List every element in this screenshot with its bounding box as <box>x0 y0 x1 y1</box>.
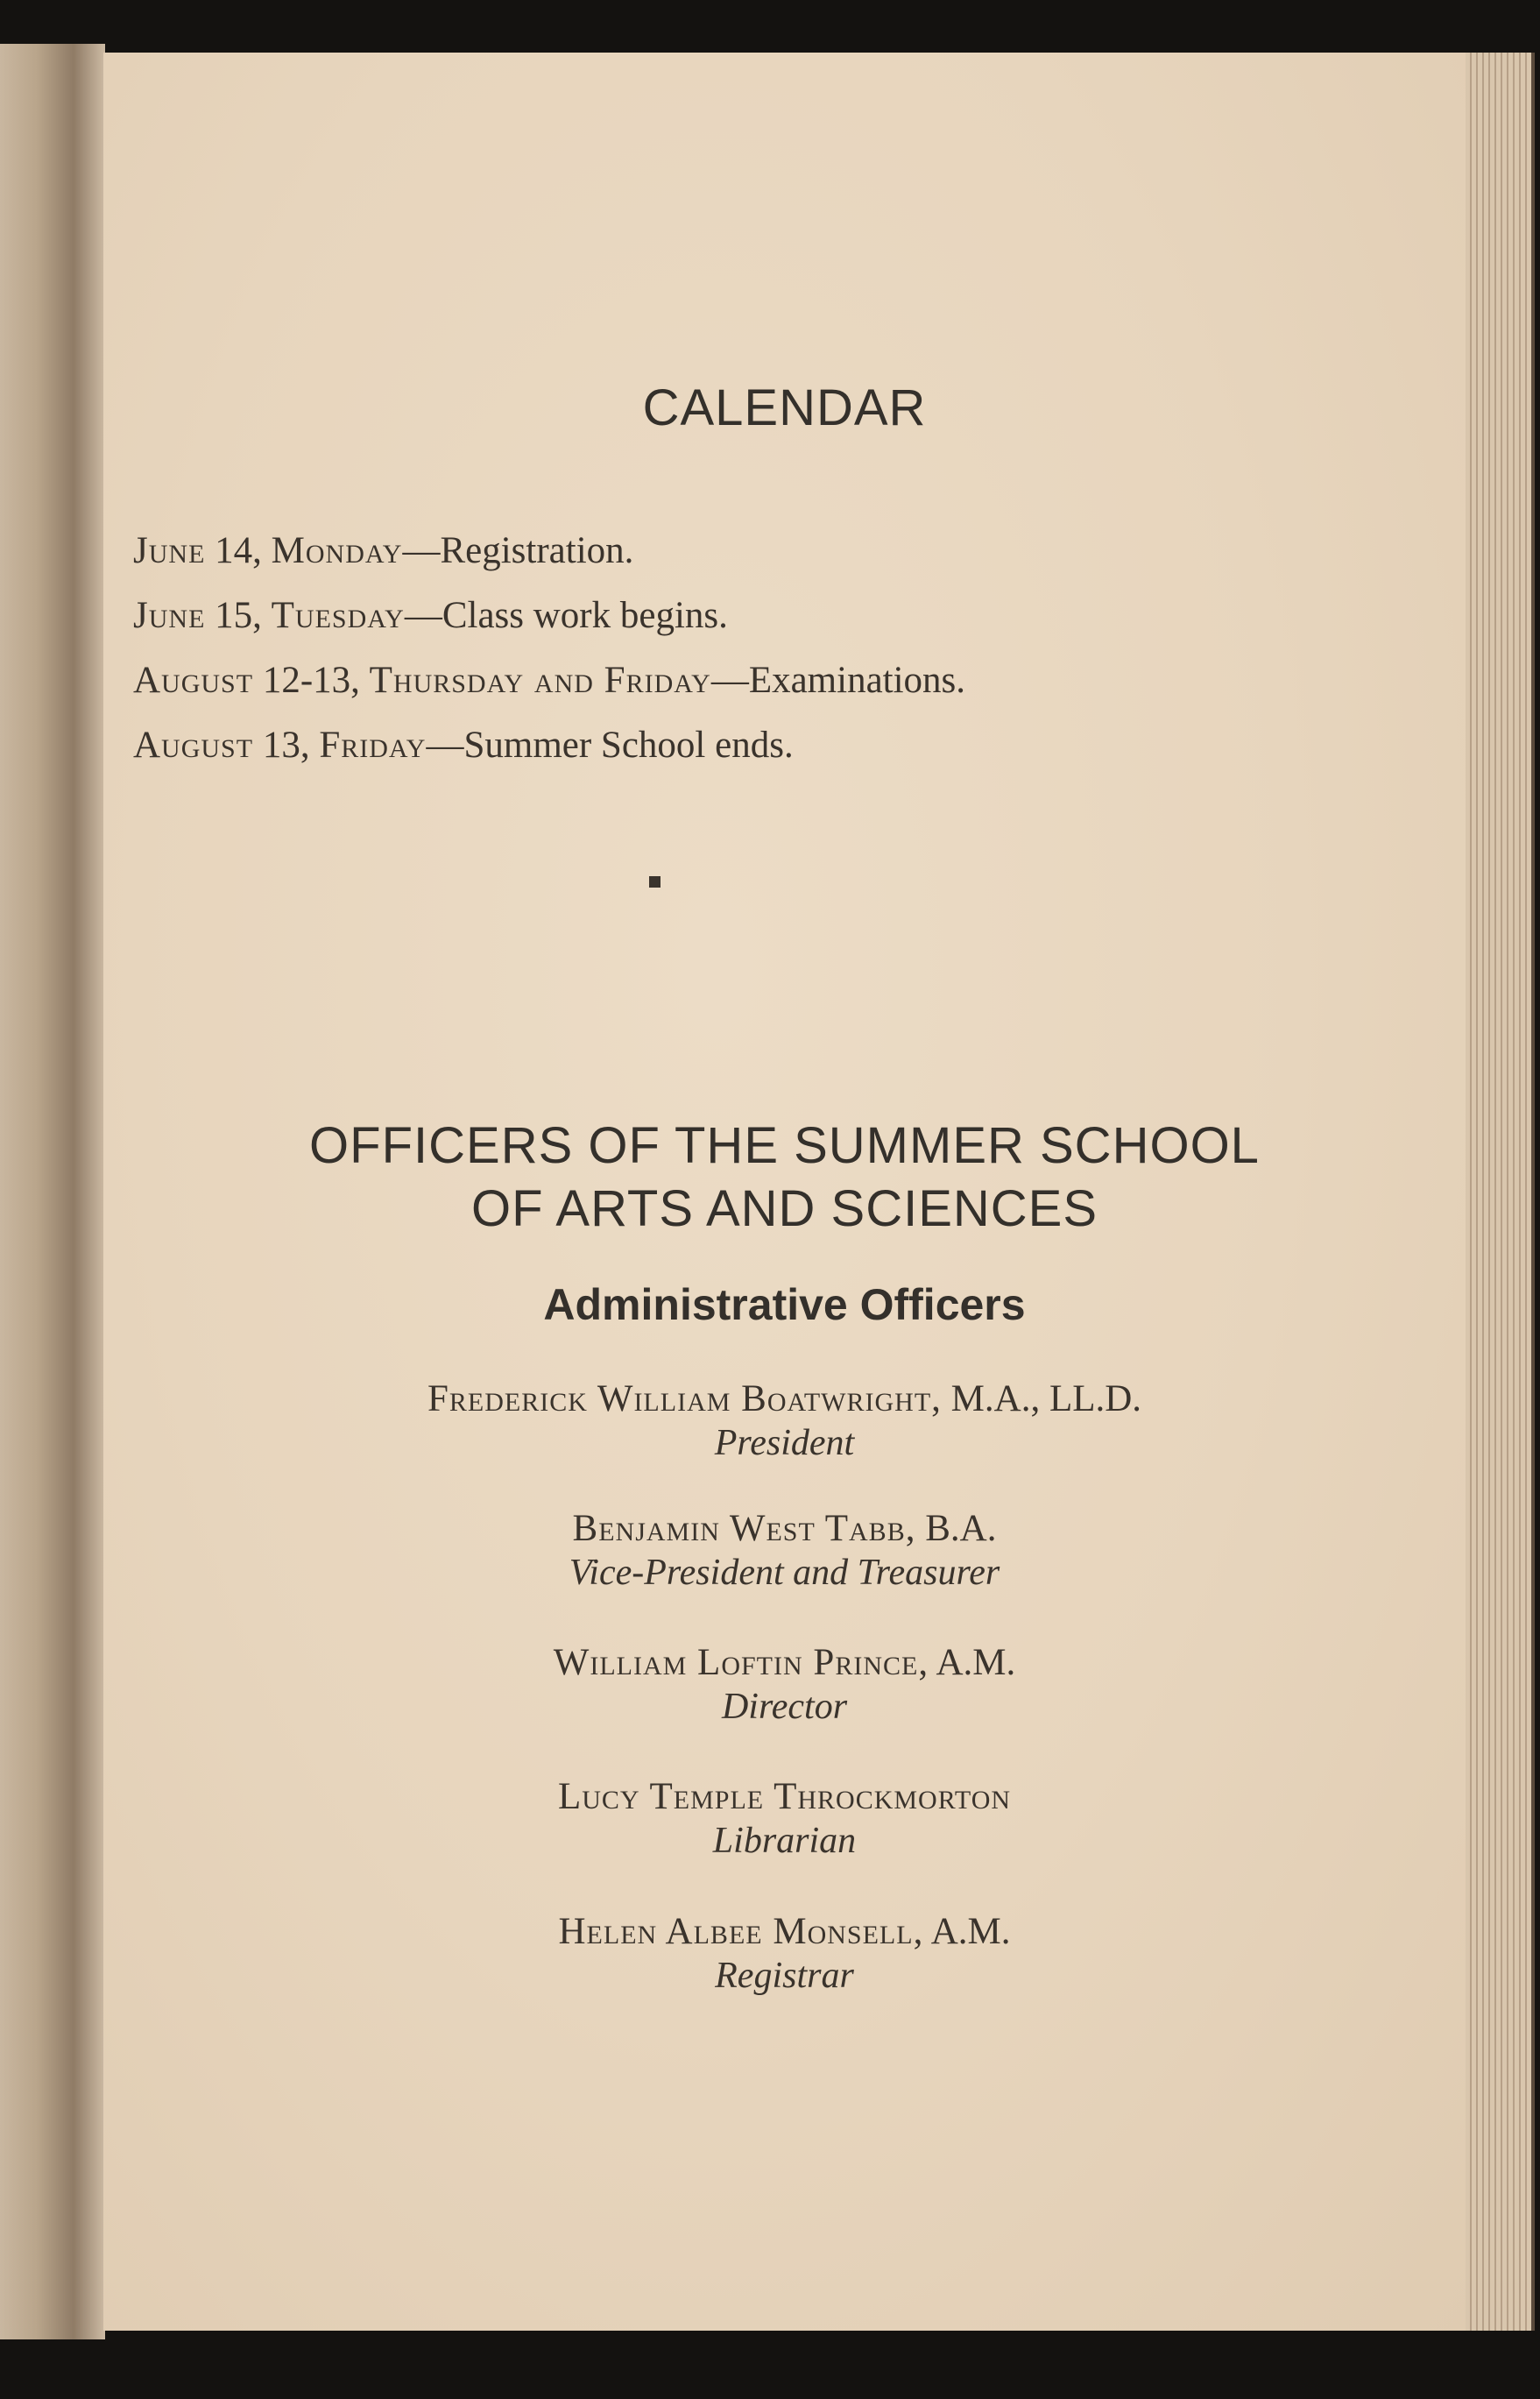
calendar-entry-month: June <box>133 595 206 636</box>
calendar-entry-event: —Registration. <box>402 530 634 571</box>
calendar-entry-date: 12-13, <box>253 660 370 701</box>
calendar-entry <box>133 591 965 655</box>
officer-name: Helen Albee Monsell, <box>558 1911 924 1952</box>
officer-name-line <box>103 1377 1466 1421</box>
book-binding-left <box>0 44 105 2339</box>
calendar-entry <box>133 655 965 720</box>
calendar-entry-month: June <box>133 530 206 571</box>
officer-degree: A.M. <box>923 1911 1011 1952</box>
calendar-entry-day: Friday <box>319 725 427 766</box>
calendar-list <box>133 526 965 785</box>
officer-name-line <box>103 1910 1466 1954</box>
officer-degree: B.A. <box>915 1508 997 1549</box>
officer-entry <box>103 1775 1466 1863</box>
page-edges <box>1466 53 1535 2331</box>
officer-name: Benjamin West Tabb, <box>572 1508 916 1549</box>
officer-name-line <box>103 1775 1466 1819</box>
section-divider-ornament <box>649 876 661 888</box>
officer-role: Registrar <box>715 1956 854 1996</box>
officer-role: Director <box>721 1687 848 1727</box>
calendar-entry-day: Thursday and Friday <box>369 660 711 701</box>
officer-entry <box>103 1641 1466 1729</box>
calendar-entry-date: 13, <box>253 725 320 766</box>
calendar-entry-event: —Summer School ends. <box>426 725 794 766</box>
calendar-entry-event: —Class work begins. <box>404 595 728 636</box>
officer-name: Frederick William Boatwright, <box>427 1378 942 1419</box>
officers-title-line-1: OFFICERS OF THE SUMMER SCHOOL <box>309 1117 1260 1174</box>
officers-title <box>103 1115 1466 1241</box>
calendar-entry-month: August <box>133 660 254 701</box>
document-page <box>103 53 1466 2331</box>
officer-degree: M.A., LL.D. <box>941 1378 1142 1419</box>
calendar-entry-month: August <box>133 725 254 766</box>
calendar-entry-event: —Examinations. <box>710 660 966 701</box>
calendar-entry-date: 15, <box>205 595 272 636</box>
officer-entry <box>103 1910 1466 1998</box>
officer-name: William Loftin Prince, <box>553 1642 929 1683</box>
officer-name-line <box>103 1507 1466 1551</box>
officer-degree: A.M. <box>929 1642 1016 1683</box>
calendar-entry <box>133 720 965 785</box>
officer-name: Lucy Temple Throckmorton <box>557 1776 1012 1817</box>
calendar-entry-day: Monday <box>271 530 403 571</box>
officer-role: President <box>714 1423 855 1463</box>
officer-role: Librarian <box>712 1821 857 1861</box>
officers-subtitle: Administrative Officers <box>543 1280 1026 1329</box>
calendar-entry <box>133 526 965 591</box>
officer-entry <box>103 1507 1466 1595</box>
calendar-entry-date: 14, <box>205 530 272 571</box>
calendar-entry-day: Tuesday <box>271 595 405 636</box>
calendar-title: CALENDAR <box>642 379 927 436</box>
officer-name-line <box>103 1641 1466 1685</box>
officer-entry <box>103 1377 1466 1465</box>
officers-title-line-2: OF ARTS AND SCIENCES <box>470 1180 1098 1237</box>
officer-role: Vice-President and Treasurer <box>569 1553 1000 1593</box>
